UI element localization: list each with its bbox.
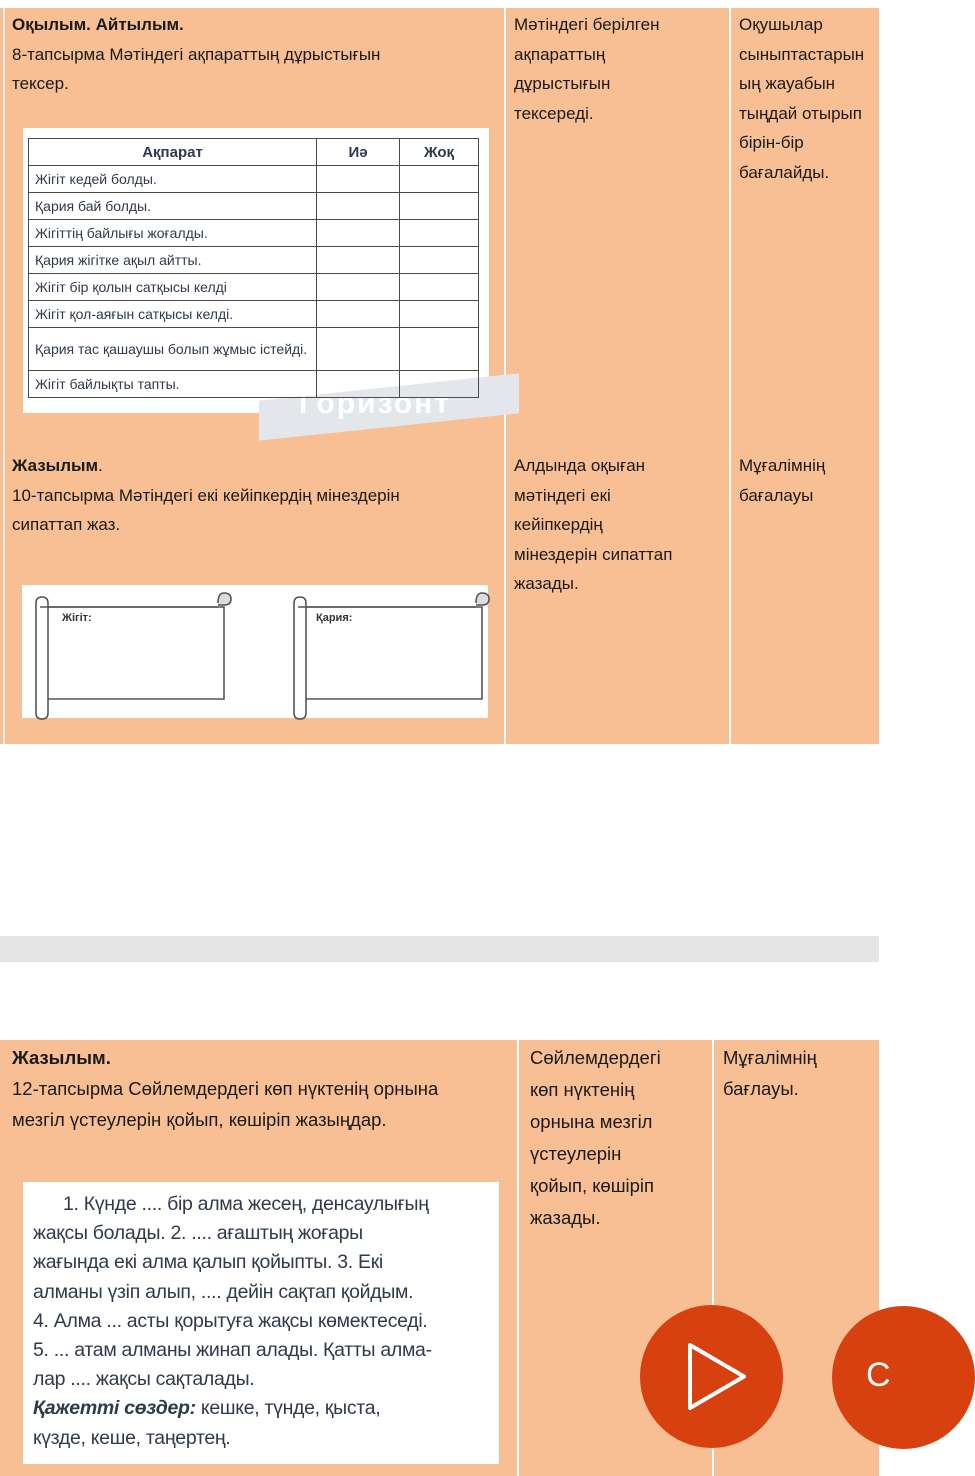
table-row: Жігіт бір қолын сатқысы келді bbox=[29, 274, 479, 301]
section-heading: Жазылым bbox=[12, 456, 99, 475]
scroll-zhigit bbox=[26, 589, 236, 717]
assessment-column: Мұғалімнің бағалауы bbox=[739, 456, 826, 505]
needed-words-label: Қажетті сөздер: bbox=[33, 1397, 196, 1420]
exercise-text: 1. Күнде .... бір алма жесең, денсаулығың жақсы болады. 2. .... ағаштың жоғары жағында екі алма қалып қойыпты. 3. Екі алманы үзіп алып, .... дейін сақтап қойдым. 4. Алма ... асты қорытуға жақсы көмектеседі. 5. ... атам алманы жинап алады. Қатты алма- лар .... жақсы сақталады. Қажетті сөздер: кешке, түнде, қыста, күзде, кеше, таңертең. bbox=[33, 1193, 432, 1449]
task-text: тексер. bbox=[12, 74, 69, 93]
exercise-image bbox=[23, 1182, 499, 1464]
watermark: Горизонт bbox=[259, 365, 489, 413]
table-row: Қария жігітке ақыл айтты. bbox=[29, 247, 479, 274]
info-table bbox=[28, 138, 479, 398]
partial-circle-button[interactable] bbox=[832, 1306, 975, 1449]
scroll-label-zhigit: Жігіт: bbox=[62, 612, 92, 624]
lesson-row-reading bbox=[0, 8, 879, 446]
table-row: Жігіттің байлығы жоғалды. bbox=[29, 220, 479, 247]
task-text: 8-тапсырма Мәтіндегі ақпараттың дұрыстығын bbox=[12, 44, 381, 64]
task-text: сипаттап жаз. bbox=[12, 515, 121, 534]
task-column: Жазылым. 10-тапсырма Мәтіндегі екі кейіпкердің мінездерін сипаттап жаз. bbox=[12, 451, 502, 744]
scroll-label-kariya: Қария: bbox=[316, 612, 353, 624]
section-heading: Жазылым. bbox=[12, 1047, 111, 1068]
scrolls-image bbox=[22, 585, 488, 718]
table-row: Қария бай болды. bbox=[29, 193, 479, 220]
table-row: Жігіт қол-аяғын сатқысы келді. bbox=[29, 301, 479, 328]
partial-circle-icon: С bbox=[866, 1356, 891, 1394]
page-divider bbox=[0, 936, 879, 962]
lesson-row-writing bbox=[0, 446, 879, 744]
task-text: мезгіл үстеулерін қойып, көшіріп жазыңдар. bbox=[12, 1109, 387, 1130]
table-row: Қария тас қашаушы болып жұмыс істейді. bbox=[29, 328, 479, 371]
task-text: 12-тапсырма Сөйлемдердегі көп нүктенің орнына bbox=[12, 1078, 439, 1099]
task-text: 10-тапсырма Мәтіндегі екі кейіпкердің мінездерін bbox=[12, 485, 400, 505]
scroll-kariya bbox=[284, 589, 494, 717]
table-row: Жігіт байлықты тапты. bbox=[29, 371, 479, 398]
descriptor-column: Мәтіндегі берілген ақпараттың дұрыстығын тексереді. bbox=[514, 15, 660, 123]
play-icon bbox=[640, 1305, 783, 1448]
descriptor-column: Алдында оқыған мәтіндегі екі кейіпкердің мінездерін сипаттап жазады. bbox=[514, 456, 673, 593]
descriptor-column: Сөйлемдердегі көп нүктенің орнына мезгіл үстеулерін қойып, көшіріп жазады. bbox=[530, 1047, 661, 1228]
table-header-row: Ақпарат Иә Жоқ bbox=[29, 139, 479, 166]
section-heading: Оқылым. Айтылым. bbox=[12, 15, 184, 34]
assessment-column: Оқушылар сыныптастарын ың жауабын тыңдай отырып бірін-бір бағалайды. bbox=[739, 15, 865, 182]
play-button[interactable] bbox=[640, 1305, 783, 1448]
info-table-image bbox=[23, 128, 489, 420]
table-row: Жігіт кедей болды. bbox=[29, 166, 479, 193]
assessment-column: Мұғалімнің бағлауы. bbox=[723, 1047, 817, 1099]
